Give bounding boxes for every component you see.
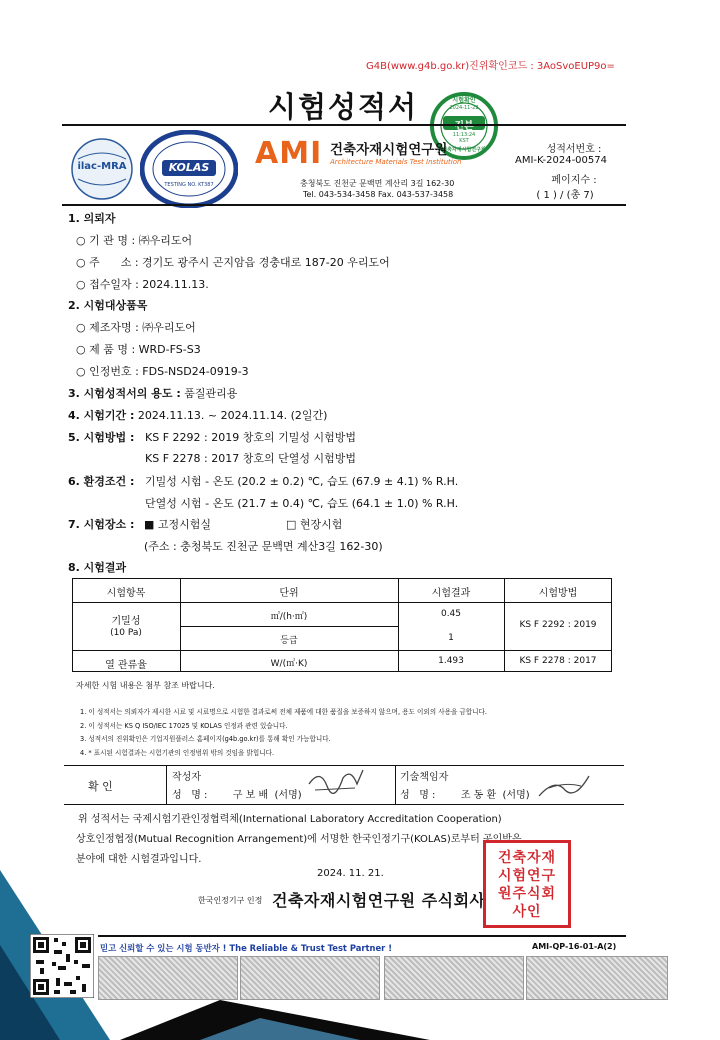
slogan: 믿고 신뢰할 수 있는 시험 동반자 ! The Reliable & Trust Test Partner ! [100,943,393,953]
table-header-unit: 단위 [279,588,299,599]
section-results-title: 8. 시험결과 [68,561,127,574]
tech-signature [535,770,595,804]
note-item: 3. 성적서의 진위확인은 기업지원플러스 홈페이지(g4b.go.kr)를 통해 확인 가능합니다. [80,735,331,743]
notes-list [80,706,628,760]
company-seal: 건축자재 시험연구 원주식회 사인 [483,840,571,928]
airtight-item: 기밀성 [111,616,141,627]
detail-note: 자세한 시험 내용은 첨부 참조 바랍니다. [76,681,215,690]
product-name: ○ 제 품 명 : WRD-FS-S3 [76,343,201,356]
issue-date: 2024. 11. 21. [317,868,384,879]
institute-name-en: Architecture Materials Test Institution [330,158,462,166]
client-org: ○ 기 관 명 : ㈜우리도어 [76,234,193,247]
section-purpose: 3. 시험성적서의 용도 : 품질관리용 [68,387,238,400]
env-1: 기밀성 시험 - 온도 (20.2 ± 0.2) ℃, 습도 (67.9 ± 4.1) % R.H. [145,475,459,488]
kolas-accredited-label: 한국인정기구 인정 [198,896,263,905]
writer-signature [305,764,375,798]
statement-line-3: 분야에 대한 시험결과입니다. [76,854,202,865]
page-title: 시험성적서 [268,90,419,124]
uvalue-item: 열 관류율 [105,660,147,671]
table-header-result: 시험결과 [431,588,471,599]
env-2: 단열성 시험 - 온도 (21.7 ± 0.4) ℃, 습도 (64.1 ± 1.0) % R.H. [145,497,459,510]
note-item: 1. 이 성적서는 의뢰자가 제시한 시료 및 시료명으로 시험한 결과로써 전체 제품에 대한 품질을 보증하지 않으며, 용도 이외의 사용을 금합니다. [80,708,487,716]
section-product-title: 2. 시험대상품목 [68,299,148,312]
receipt-date: ○ 접수일자 : 2024.11.13. [76,278,209,291]
place-address: (주소 : 충청북도 진천군 문백면 계산3길 162-30) [144,540,383,553]
report-no-label: 성적서번호 : [546,144,602,155]
airtight-pressure: (10 Pa) [110,628,142,638]
institute-name: 건축자재시험연구원 [330,142,448,158]
kolas-logo: KOLAS TESTING NO. KT387 [140,130,238,208]
results-table [72,578,612,672]
place-field: □ 현장시험 [286,518,343,531]
section-period: 4. 시험기간 : 2024.11.13. ~ 2024.11.14. (2일간) [68,409,328,422]
report-no: AMI-K-2024-00574 [514,155,607,166]
method-2: KS F 2278 : 2017 창호의 단열성 시험방법 [145,452,356,465]
security-pattern [240,956,380,1000]
security-pattern [384,956,524,1000]
place-fixed: ■ 고정시험실 [144,518,212,531]
page-count-label: 페이지수 : [551,175,597,186]
airtight-grade: 1 [448,633,454,643]
client-address: ○ 주 소 : 경기도 광주시 곤지암읍 경충대로 187-20 우리도어 [76,256,390,269]
institute-address: 충청북도 진천군 문백면 계산리 3길 162-30 [300,179,455,188]
security-pattern [98,956,238,1000]
airtight-grade-unit: 등급 [280,636,298,646]
section-method-label: 5. 시험방법 : [68,431,135,444]
uvalue-method: KS F 2278 : 2017 [519,656,597,666]
page-count: ( 1 ) / (총 7) [536,190,594,201]
ilac-mra-logo: ilac-MRA [70,137,134,201]
statement-line-2: 상호인정협정(Mutual Recognition Arrangement)에 서명한 한국인정기구(KOLAS)로부터 공인받은 [76,834,522,845]
qr-code [30,934,94,998]
tech-manager-label: 기술책임자 [400,772,449,783]
table-header-method: 시험방법 [538,588,578,599]
uvalue-unit: W/(㎡·K) [270,659,308,669]
writer-label: 작성자 [172,772,201,783]
company-name: 건축자재시험연구원 주식회사 [272,891,486,910]
airtight-method: KS F 2292 : 2019 [519,620,597,630]
security-pattern [526,956,668,1000]
verification-code: G4B(www.g4b.go.kr)진위확인코드 : 3AoSvoEUP9o= [366,61,615,72]
method-1: KS F 2292 : 2019 창호의 기밀성 시험방법 [145,431,356,444]
airtight-unit: ㎥/(h·㎡) [270,612,308,622]
statement-line-1: 위 성적서는 국제시험기관인정협력체(International Laboratory Accreditation Cooperation) [78,814,502,825]
table-header-item: 시험항목 [106,588,146,599]
note-item: 4. * 표시된 시험결과는 시험기관의 인정범위 밖의 것임을 밝힙니다. [80,748,275,757]
maker-name: ○ 제조자명 : ㈜우리도어 [76,321,196,334]
note-item: 2. 이 성적서는 KS Q ISO/IEC 17025 및 KOLAS 인정과 관련 있습니다. [80,721,288,730]
ami-logo: AMI [255,136,323,171]
verification-stamp: 시험확인 진본 2024-11-22 11:13:24 KST 건축자재시험연구원 [430,92,498,160]
institute-tel-fax: Tel. 043-534-3458 Fax. 043-537-3458 [303,190,454,199]
section-place-label: 7. 시험장소 : [68,518,135,531]
uvalue-value: 1.493 [438,656,464,666]
form-code: AMI-QP-16-01-A(2) [532,942,617,951]
section-env-label: 6. 환경조건 : [68,475,135,488]
confirm-label: 확 인 [88,780,113,793]
section-client-title: 1. 의뢰자 [68,212,116,225]
writer-name: 성 명 : 구 보 배 (서명) [172,790,302,801]
airtight-value: 0.45 [440,609,462,619]
cert-number: ○ 인정번호 : FDS-NSD24-0919-3 [76,365,249,378]
tech-manager-name: 성 명 : 조 동 환 (서명) [400,790,530,801]
